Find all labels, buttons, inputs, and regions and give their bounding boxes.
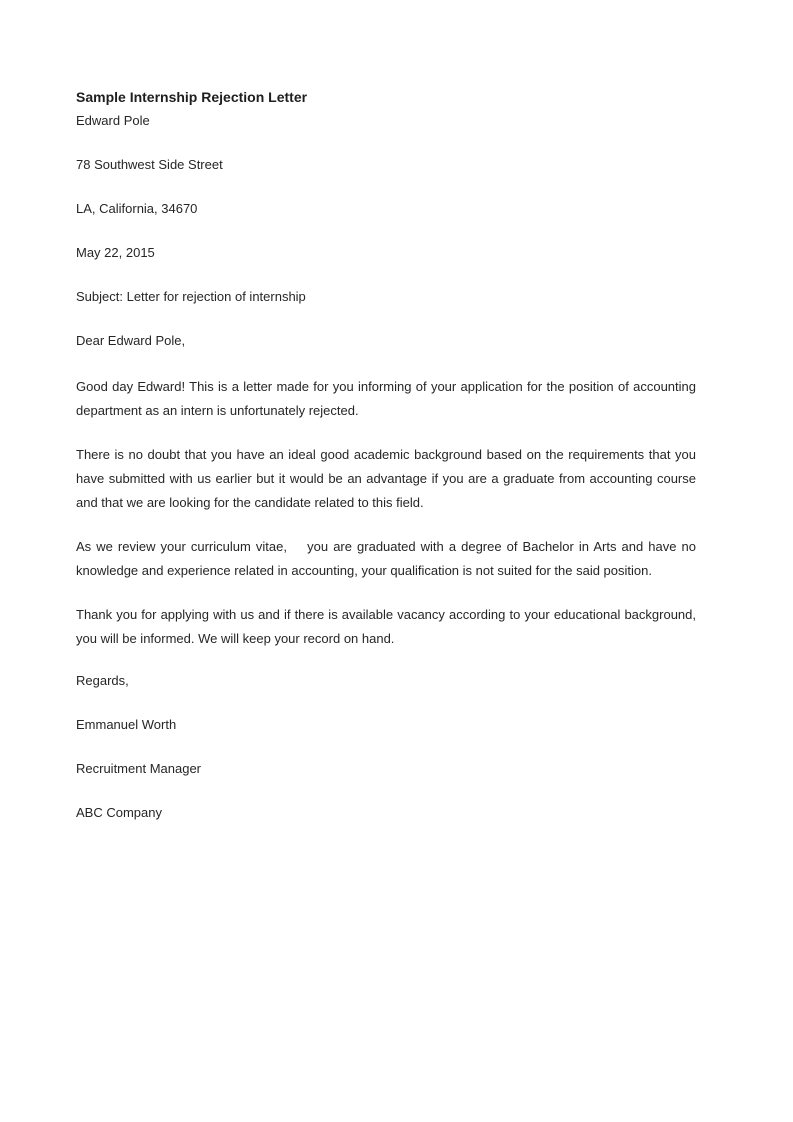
letter-date: May 22, 2015 <box>76 245 155 260</box>
letter-title: Sample Internship Rejection Letter <box>76 89 308 105</box>
letter-subject: Subject: Letter for rejection of internship <box>76 289 306 304</box>
body-paragraph-1: Good day Edward! This is a letter made for you informing of your application for the position of accounting department as an intern is unfortunately rejected. <box>76 379 696 418</box>
closing: Regards, <box>76 673 129 688</box>
company-name: ABC Company <box>76 805 162 820</box>
address-line-1: 78 Southwest Side Street <box>76 157 223 172</box>
signer-title: Recruitment Manager <box>76 761 201 776</box>
recipient-name: Edward Pole <box>76 113 150 128</box>
signer-name: Emmanuel Worth <box>76 717 177 732</box>
body-paragraph-2: There is no doubt that you have an ideal good academic background based on the requirements that you have submitted with us earlier but it would be an advantage if you are a graduate from accounting course and that we are looking for the candidate related to this field. <box>76 447 696 510</box>
address-line-2: LA, California, 34670 <box>76 201 198 216</box>
body-paragraph-3: As we review your curriculum vitae, you are graduated with a degree of Bachelor in Arts and have no knowledge and experience related in accounting, your qualification is not suited for the said position. <box>76 539 700 578</box>
body-paragraph-4: Thank you for applying with us and if there is available vacancy according to your educational background, you will be informed. We will keep your record on hand. <box>76 607 696 646</box>
salutation: Dear Edward Pole, <box>76 333 186 348</box>
letter-page <box>76 87 700 847</box>
